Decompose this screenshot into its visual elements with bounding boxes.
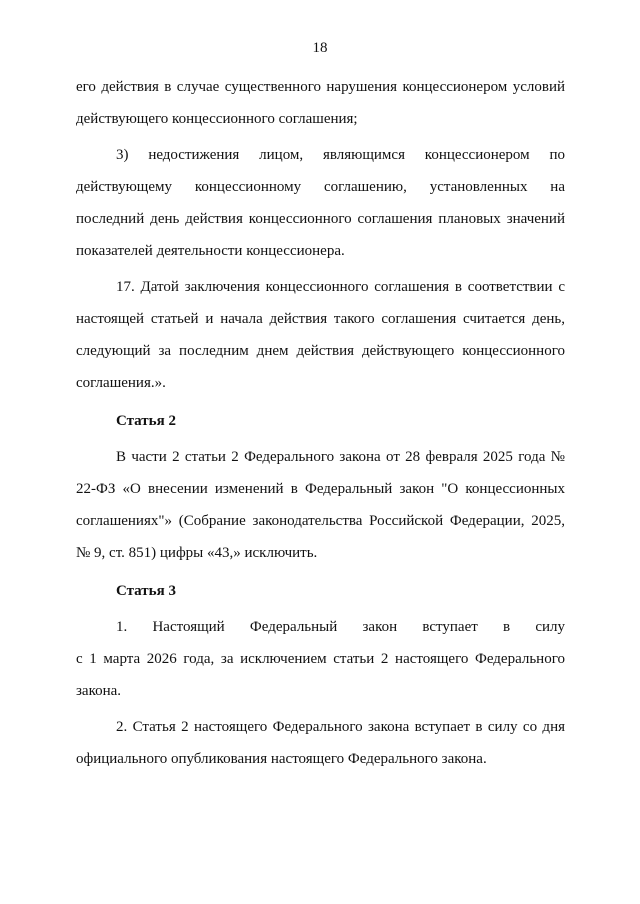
list-item-3-rest: последний день действия концессионного соглашения плановых значений показателей деятельности концессионера. <box>76 211 565 259</box>
article-2-heading: Статья 2 <box>116 413 176 429</box>
paragraph-continuation-end: действующего концессионного соглашения; <box>76 111 358 127</box>
article-3-item-2: 2. Статья 2 настоящего Федерального закона вступает в силу со дня официального опубликования настоящего Федерального закона. <box>76 719 565 767</box>
article-3-heading: Статья 3 <box>116 583 176 599</box>
article-2-text: В части 2 статьи 2 Федерального закона от 28 февраля 2025 года № 22-ФЗ «О внесении изменений в Федеральный закон "О концессионных соглашениях"» (Собрание законодательства Российской Федерации, 2025, № 9, ст. 851) цифры «43,» исключить. <box>76 449 565 561</box>
paragraph-17: 17. Датой заключения концессионного соглашения в соответствии с настоящей статьей и начала действия такого соглашения считается день, следующий за последним днем действия действующего концессионного соглашения.». <box>76 279 565 391</box>
list-item-3-second-line: действующему концессионному соглашению, установленных на <box>76 179 565 195</box>
article-3-item-1-rest: с 1 марта 2026 года, за исключением статьи 2 настоящего Федерального закона. <box>76 651 565 699</box>
page-number: 18 <box>312 40 328 56</box>
list-item-3-first-line: 3) недостижения лицом, являющимся концессионером по <box>116 147 565 163</box>
document-body <box>76 71 565 775</box>
article-3-item-1-first-line: 1. Настоящий Федеральный закон вступает в силу <box>116 619 565 635</box>
paragraph-continuation-line: его действия в случае существенного нарушения концессионером условий <box>76 79 565 95</box>
